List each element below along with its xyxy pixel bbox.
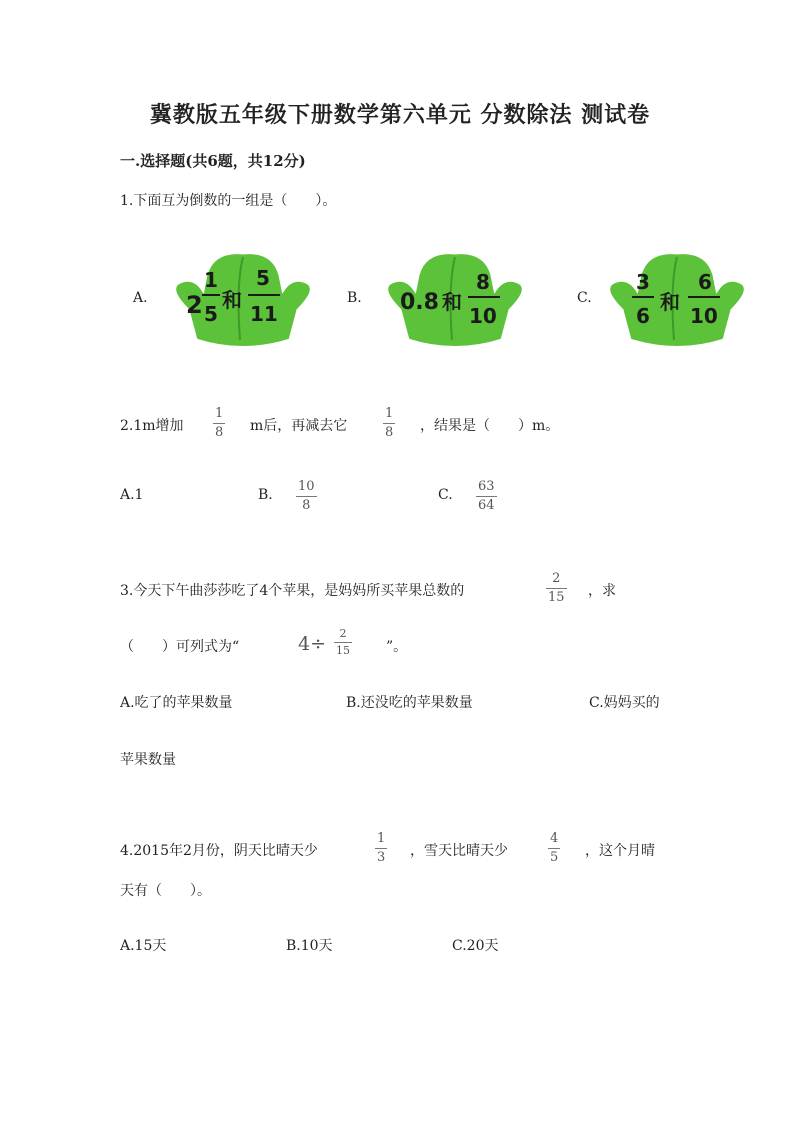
fraction-text: 3 [636,270,650,294]
mitten-image [592,245,762,355]
fraction-text: 和 [222,288,242,312]
q2-option-c-label[interactable]: C. [438,487,453,503]
q3-option-b[interactable]: B.还没吃的苹果数量 [346,695,473,711]
fraction-text: 11 [250,302,278,326]
q4-option-c[interactable]: C.20天 [452,938,499,954]
q2-option-c-fraction [476,480,497,513]
q1-option-a-mitten[interactable] [158,245,328,355]
q3-text-4: ”。 [386,639,408,655]
fraction-text: 2 [186,291,203,319]
q2-fraction-2 [383,407,395,440]
fraction-text: 和 [660,290,680,314]
denominator: 8 [302,498,311,513]
fraction-text: 6 [636,304,650,328]
q4-text-1: 4.2015年2月份，阴天比晴天少 [120,843,318,859]
q2-option-b-label[interactable]: B. [258,487,273,503]
q1-option-c-label[interactable]: C. [577,290,592,306]
fraction-text: 和 [442,290,462,314]
q2-option-a[interactable]: A.1 [120,487,144,503]
fraction-text: 5 [256,266,270,290]
q4-text-2: ，雪天比晴天少 [410,843,508,859]
q3-option-c-continued: 苹果数量 [120,752,176,768]
numerator: 1 [385,406,394,421]
numerator: 2 [339,627,347,640]
denominator: 8 [385,425,394,440]
q4-fraction-1 [375,832,387,865]
q3-expression-lead: 4÷ [298,633,327,655]
q1-option-a-label[interactable]: A. [133,290,148,306]
denominator: 5 [550,850,559,865]
numerator: 2 [552,571,561,586]
fraction-text: 5 [204,302,218,326]
fraction-text: 1 [204,268,218,292]
q3-text-2: ，求 [588,583,616,599]
q3-expression-fraction [334,628,352,657]
denominator: 3 [377,850,386,865]
mitten-image [370,245,540,355]
denominator: 15 [548,590,565,605]
q3-option-a[interactable]: A.吃了的苹果数量 [120,695,233,711]
page-title: 冀教版五年级下册数学第六单元 分数除法 测试卷 [149,102,651,128]
q1-option-b-label[interactable]: B. [347,290,362,306]
q2-option-b-fraction [296,480,317,513]
q2-text-1: 2.1m增加 [120,418,184,434]
fraction-text: 10 [690,304,718,328]
mitten-image [158,245,328,355]
q4-text-4: 天有（ ）。 [120,883,211,899]
fraction-text: 10 [469,304,497,328]
q1-stem: 1.下面互为倒数的一组是（ ）。 [120,193,337,209]
q3-text-1: 3.今天下午曲莎莎吃了4个苹果，是妈妈所买苹果总数的 [120,583,465,599]
q4-option-a[interactable]: A.15天 [120,938,167,954]
numerator: 1 [377,831,386,846]
q1-option-b-mitten[interactable] [370,245,540,355]
q2-text-2: m后，再减去它 [250,418,348,434]
numerator: 63 [478,479,495,494]
numerator: 4 [550,831,559,846]
q3-fraction [546,572,567,605]
q3-text-3: （ ）可列式为“ [120,639,240,655]
q1-option-c-mitten[interactable] [592,245,762,355]
fraction-text: 0.8 [400,290,439,315]
q4-fraction-2 [548,832,560,865]
numerator: 10 [298,479,315,494]
q2-text-3: ，结果是（ ）m。 [420,418,560,434]
q4-option-b[interactable]: B.10天 [286,938,333,954]
denominator: 15 [336,644,350,657]
denominator: 64 [478,498,495,513]
fraction-text: 8 [476,270,490,294]
q2-fraction-1 [213,407,225,440]
section-heading: 一.选择题(共6题，共12分) [120,152,306,170]
fraction-text: 6 [698,270,712,294]
denominator: 8 [215,425,224,440]
numerator: 1 [215,406,224,421]
q3-option-c[interactable]: C.妈妈买的 [589,695,660,711]
q4-text-3: ，这个月晴 [585,843,655,859]
